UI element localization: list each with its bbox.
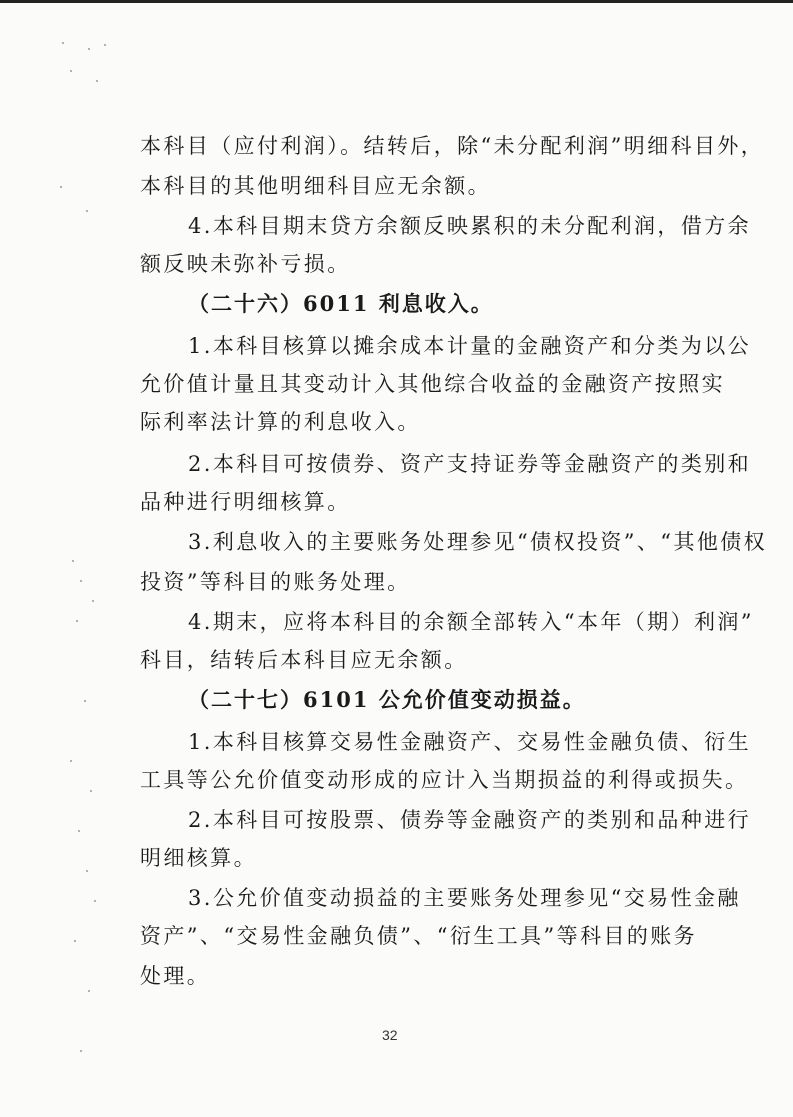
text-line: 本科目（应付利润）。结转后，除“未分配利润”明细科目外， — [140, 134, 765, 158]
text-line: 4.期末，应将本科目的余额全部转入“本年（期）利润” — [188, 610, 754, 634]
text-line: 4.本科目期末贷方余额反映累积的未分配利润，借方余 — [188, 214, 752, 238]
text-line: 2.本科目可按债券、资产支持证券等金融资产的类别和 — [188, 452, 752, 476]
text-line: 科目，结转后本科目应无余额。 — [140, 648, 468, 672]
text-line: 本科目的其他明细科目应无余额。 — [140, 174, 491, 198]
text-line: 资产”、“交易性金融负债”、“衍生工具”等科目的账务 — [140, 924, 698, 948]
text-line: 际利率法计算的利息收入。 — [140, 410, 421, 434]
top-border-line — [0, 0, 793, 3]
text-line: 处理。 — [140, 964, 211, 988]
text-line: 投资”等科目的账务处理。 — [140, 570, 411, 594]
text-line: 品种进行明细核算。 — [140, 490, 351, 514]
text-line: 2.本科目可按股票、债券等金融资产的类别和品种进行 — [188, 808, 752, 832]
section-heading: （二十七）6101 公允价值变动损益。 — [188, 687, 586, 712]
text-line: 3.公允价值变动损益的主要账务处理参见“交易性金融 — [188, 886, 741, 910]
text-line: 明细核算。 — [140, 846, 257, 870]
text-line: 工具等公允价值变动形成的应计入当期损益的利得或损失。 — [140, 768, 749, 792]
page-number: 32 — [382, 1027, 398, 1043]
text-line: 3.利息收入的主要账务处理参见“债权投资”、“其他债权 — [188, 530, 768, 554]
text-line: 允价值计量且其变动计入其他综合收益的金融资产按照实 — [140, 372, 725, 396]
text-line: 1.本科目核算交易性金融资产、交易性金融负债、衍生 — [188, 730, 752, 754]
section-heading: （二十六）6011 利息收入。 — [188, 291, 494, 316]
text-line: 1.本科目核算以摊余成本计量的金融资产和分类为以公 — [188, 334, 752, 358]
text-line: 额反映未弥补亏损。 — [140, 252, 351, 276]
